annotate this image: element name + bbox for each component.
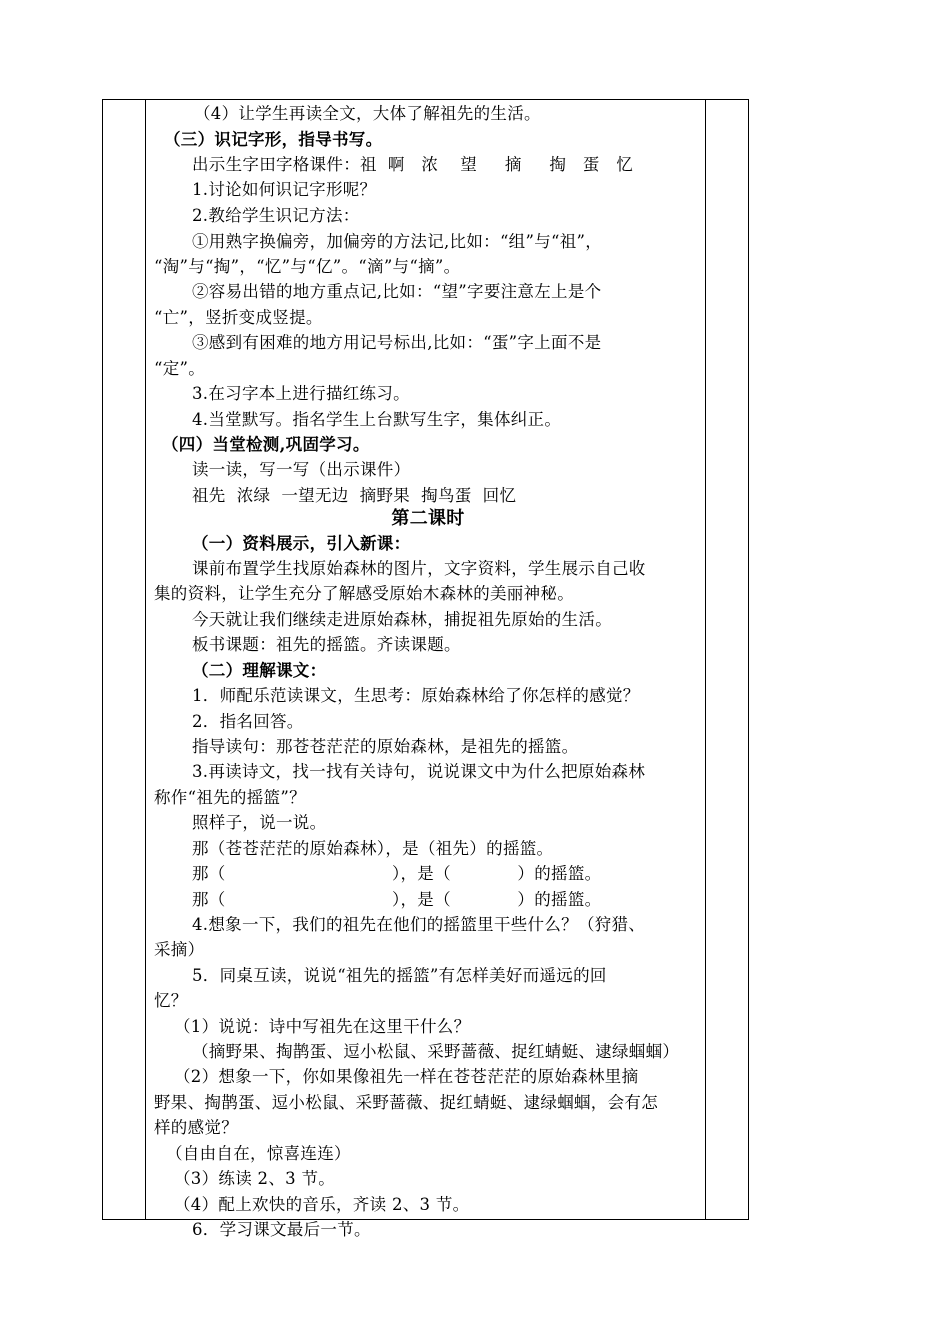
text-line: ③感到有困难的地方用记号标出,比如：“蛋”字上面不是 [192, 333, 602, 352]
text-line: ①用熟字换偏旁，加偏旁的方法记,比如：“组”与“祖”， [192, 232, 603, 251]
lesson-title: 第二课时 [391, 508, 465, 529]
text-line: 指导读句：那苍苍茫茫的原始森林，是祖先的摇篮。 [192, 737, 579, 756]
text-line: 今天就让我们继续走进原始森林，捕捉祖先原始的生活。 [192, 610, 612, 629]
text-line: （4）让学生再读全文，大体了解祖先的生活。 [194, 104, 541, 123]
text-line: 那（苍苍茫茫的原始森林），是（祖先）的摇篮。 [192, 839, 554, 858]
text-line: 集的资料，让学生充分了解感受原始木森林的美丽神秘。 [154, 584, 574, 603]
text-line: 5．同桌互读，说说“祖先的摇篮”有怎样美好而遥远的回 [192, 966, 607, 985]
fill-in-blank-line: 那（ ），是（ ）的摇篮。 [192, 890, 602, 909]
text-line: 1．师配乐范读课文，生思考：原始森林给了你怎样的感觉？ [192, 686, 640, 705]
text-line: 1.讨论如何识记字形呢？ [192, 180, 377, 199]
text-line: 2.教给学生识记方法： [192, 206, 360, 225]
text-line: 3.再读诗文，找一找有关诗句，说说课文中为什么把原始森林 [192, 762, 646, 781]
text-line: 读一读，写一写（出示课件） [192, 460, 411, 479]
text-line: 板书课题：祖先的摇篮。齐读课题。 [192, 635, 461, 654]
text-line: 6．学习课文最后一节。 [192, 1220, 371, 1239]
table-right-border [748, 99, 749, 1220]
text-line: 课前布置学生找原始森林的图片，文字资料，学生展示自己收 [192, 559, 646, 578]
text-line: 照样子，说一说。 [192, 813, 327, 832]
table-left-border [102, 99, 103, 1220]
text-line: （2）想象一下，你如果像祖先一样在苍苍茫茫的原始森林里摘 [174, 1067, 639, 1086]
text-line: （1）说说：诗中写祖先在这里干什么？ [174, 1017, 471, 1036]
text-line: （3）练读 2、3 节。 [174, 1169, 336, 1188]
text-line: 出示生字田字格课件：祖 啊 浓 望 摘 掏 蛋 忆 [192, 155, 634, 174]
text-line: 4.当堂默写。指名学生上台默写生字，集体纠正。 [192, 410, 562, 429]
text-line: 祖先 浓绿 一望无边 摘野果 掏鸟蛋 回忆 [192, 486, 517, 505]
section-heading: （四）当堂检测,巩固学习。 [162, 435, 370, 454]
text-line: （4）配上欢快的音乐，齐读 2、3 节。 [174, 1195, 470, 1214]
text-line: （摘野果、掏鹊蛋、逗小松鼠、采野蔷薇、捉红蜻蜓、逮绿蝈蝈） [192, 1042, 680, 1061]
text-line: “亡”，竖折变成竖提。 [154, 308, 323, 327]
text-line: 忆？ [154, 991, 188, 1010]
text-line: 4.想象一下，我们的祖先在他们的摇篮里干些什么？（狩猎、 [192, 915, 646, 934]
fill-in-blank-line: 那（ ），是（ ）的摇篮。 [192, 864, 602, 883]
section-heading: （三）识记字形，指导书写。 [164, 130, 383, 149]
text-line: 3.在习字本上进行描红练习。 [192, 384, 410, 403]
text-line: 采摘） [154, 940, 205, 959]
text-line: “淘”与“掏”，“忆”与“亿”。“滴”与“摘”。 [154, 257, 461, 276]
text-line: 样的感觉？ [154, 1118, 238, 1137]
section-heading: （一）资料展示，引入新课： [192, 534, 411, 553]
text-line: “定”。 [154, 359, 206, 378]
text-line: 野果、掏鹊蛋、逗小松鼠、采野蔷薇、捉红蜻蜓、逮绿蝈蝈，会有怎 [154, 1093, 658, 1112]
table-top-border [102, 99, 748, 100]
text-line: 称作“祖先的摇篮”？ [154, 788, 306, 807]
text-line: ②容易出错的地方重点记,比如：“望”字要注意左上是个 [192, 282, 602, 301]
section-heading: （二）理解课文： [192, 661, 327, 680]
table-column-divider-right [705, 99, 706, 1220]
text-line: （自由自在，惊喜连连） [166, 1144, 351, 1163]
table-column-divider-left [145, 99, 146, 1220]
text-line: 2．指名回答。 [192, 712, 304, 731]
